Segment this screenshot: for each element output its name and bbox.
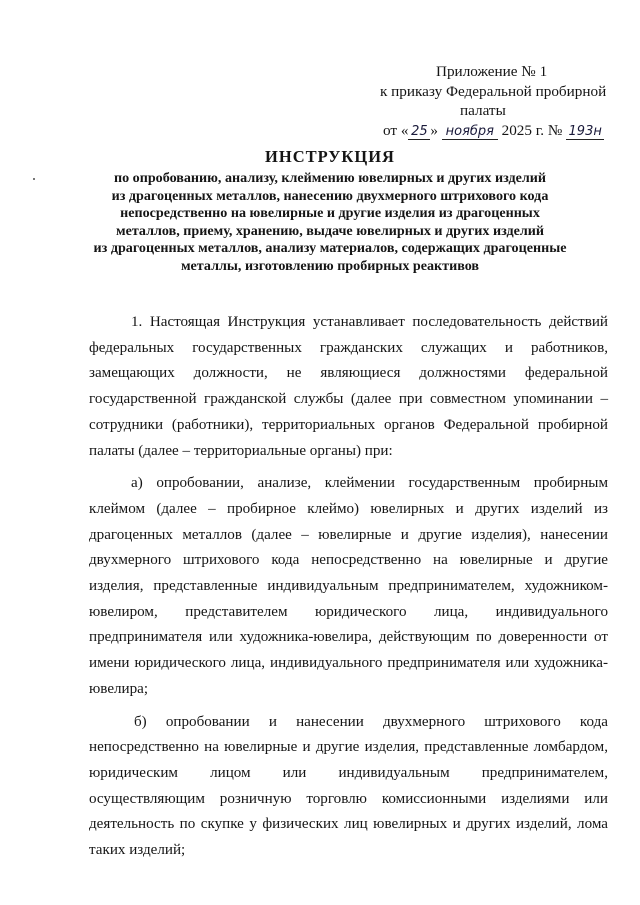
subtitle-line: непосредственно на ювелирные и другие изделия из драгоценных (120, 205, 540, 222)
subtitle-line: металлов, приему, хранению, выдаче ювелирных и других изделий (115, 222, 545, 239)
document-subtitle (60, 170, 600, 276)
appendix-org: палаты (460, 102, 506, 119)
handwritten-day: 25 (408, 124, 430, 140)
date-year: 2025 г. № (501, 121, 563, 139)
appendix-order-ref: к приказу Федеральной пробирной (380, 82, 607, 100)
document-body (89, 310, 608, 871)
handwritten-order-number: 193н (566, 124, 604, 140)
subtitle-line: из драгоценных металлов, нанесению двухмерного штрихового кода (111, 187, 549, 204)
date-quote-close: » (430, 121, 439, 139)
paragraph-1: 1. Настоящая Инструкция устанавливает последовательность действий федеральных государственных гражданских служащих и работников, замещающих должности, не являющиеся должностями федеральной государственной гражданской службы (далее при совместном упоминании – сотрудники (работники), территориальных органов Федеральной пробирной палаты (далее – территориальные органы) при: (89, 314, 608, 459)
appendix-date-line (376, 121, 616, 141)
appendix-header (376, 62, 616, 140)
subtitle-line: из драгоценных металлов, анализу материалов, содержащих драгоценные (93, 240, 567, 257)
subtitle-line: металлы, изготовлению пробирных реактивов (180, 257, 480, 274)
date-prefix: от « (383, 121, 409, 139)
scan-speck (33, 178, 35, 180)
paragraph-a: а) опробовании, анализе, клеймении государственным пробирным клеймом (далее – пробирное клеймо) ювелирных и других изделий из драгоценных металлов (далее – ювелирные и другие изделия), нанесении двухмерного штрихового кода непосредственно на ювелирные и другие изделия, представленные индивидуальным предпринимателем, художником-ювелиром, представителем юридического лица, индивидуального предпринимателя или художника-ювелира, действующим по доверенности от имени юридического лица, индивидуального предпринимателя или художника-ювелира; (89, 475, 608, 697)
instruction-title (60, 146, 600, 276)
document-heading: ИНСТРУКЦИЯ (265, 147, 395, 166)
appendix-number: Приложение № 1 (436, 63, 548, 80)
handwritten-month: ноября (442, 124, 498, 140)
subtitle-line: по опробованию, анализу, клеймению ювелирных и других изделий (113, 170, 547, 186)
paragraph-b: б) опробовании и нанесении двухмерного штрихового кода непосредственно на ювелирные и другие изделия, представленные ломбардом, юридическим лицом или индивидуальным предпринимателем, осуществляющим розничную торговлю комиссионными изделиями или деятельность по скупке у физических лиц ювелирных и других изделий, лома таких изделий; (89, 713, 608, 859)
